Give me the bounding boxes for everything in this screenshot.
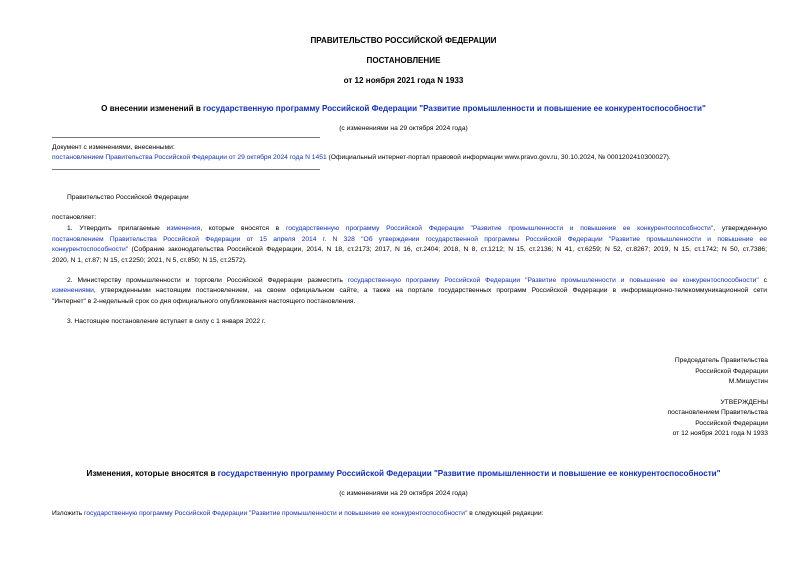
p2-program-link[interactable]: государственную программу Российской Федерации "Развитие промышленности и повышение ее конкурентоспособности" [347,277,759,284]
approval-line3: Российской Федерации [695,420,768,427]
p2-changes-link[interactable]: изменениями [52,287,94,294]
p1-text-c: , утвержденную [713,225,767,232]
changes-title-program-link[interactable]: государственную программу Российской Федерации "Развитие промышленности и повышение ее конкурентоспособности" [217,469,721,478]
p2-line2 [52,286,767,297]
decree-328-link-end[interactable]: конкурентоспособности" [52,246,129,253]
p2-text-b: с [758,277,768,284]
p3: 3. Настоящее постановление вступает в силу с 1 января 2022 г. [67,318,266,325]
divider-bottom [52,169,320,170]
p2-line1 [67,276,767,287]
amendment-decree-link[interactable]: постановлением Правительства Российской Федерации от 29 октября 2024 года N 1451 [52,154,327,161]
approval-line2: постановлением Правительства [667,409,768,416]
p2-text-a: 2. Министерству промышленности и торговли Российской Федерации разместить [67,277,348,284]
p1-program-link[interactable]: государственную программу Российской Федерации "Развитие промышленности и повышение ее конкурентоспособности" [285,225,714,232]
revision-note: (с изменениями на 29 октября 2024 года) [339,125,468,132]
changes-title [0,469,807,478]
p1-line3 [52,245,767,256]
document-title [0,104,807,113]
amendment-source: (Официальный интернет-портал правовой информации www.pravo.gov.ru, 30.10.2024, № 0001202410300027). [326,154,671,161]
decree-328-link[interactable]: постановлением Правительства Российской Федерации от 15 апреля 2014 г. N 328 "Об утверждении государственной программы Российской Федерации "Развитие промышленности и повышение ее [52,236,767,243]
changes-link[interactable]: изменения [166,225,201,232]
amendments-label: Документ с изменениями, внесенными: [52,144,175,151]
signature-name: М.Мишустин [728,378,768,385]
final-text-b: в следующей редакции: [467,510,544,517]
doc-date-number: от 12 ноября 2021 года N 1933 [343,76,464,85]
approval-heading: УТВЕРЖДЕНЫ [720,399,768,406]
revision-note-2: (с изменениями на 29 октября 2024 года) [339,490,468,497]
approval-line4: от 12 ноября 2021 года N 1933 [672,430,768,437]
decrees-label: постановляет: [52,214,97,221]
signature-title: Председатель Правительства [674,357,768,364]
p1-sources: (Собрание законодательства Российской Федерации, 2014, N 18, ст.2173; 2017, N 16, ст.2404; 2018, N 8, ст.1212; N 15, ст.2136; N 41, ст.6259; N 52, ст.8267; 2019, N 15, ст.1742; N 50, ст.7386; [128,246,767,253]
p1-line4: 2020, N 1, ст.87; N 15, ст.2250; 2021, N 5, ст.850; N 15, ст.2572). [52,257,247,264]
title-program-link[interactable]: государственную программу Российской Федерации "Развитие промышленности и повышение ее конкурентоспособности" [203,104,706,113]
government-rf-label: Правительство Российской Федерации [67,194,189,201]
changes-title-prefix: Изменения, которые вносятся в [86,469,218,478]
p1-text-a: 1. Утвердить прилагаемые [67,225,167,232]
divider-top [52,137,320,138]
p2-text-c: , утвержденными настоящим постановлением, на своем официальном сайте, а также на портале государственных программ Российской Федерации в информационно-телекоммуникационной сети [93,287,767,294]
signature-org: Российской Федерации [695,368,768,375]
p1-line1 [67,224,767,235]
p1-line2 [52,235,767,246]
amendments-line [52,153,671,164]
doc-type-heading: ПОСТАНОВЛЕНИЕ [366,56,441,65]
government-heading: ПРАВИТЕЛЬСТВО РОССИЙСКОЙ ФЕДЕРАЦИИ [310,36,497,45]
final-text-a: Изложить [52,510,85,517]
final-paragraph [52,509,543,520]
final-program-link[interactable]: государственную программу Российской Федерации "Развитие промышленности и повышение ее конкурентоспособности" [84,510,468,517]
p2-line3: "Интернет" в 2-недельный срок со дня официального опубликования настоящего постановления. [52,298,356,305]
p1-text-b: , которые вносятся в [200,225,286,232]
title-prefix: О внесении изменений в [101,104,204,113]
